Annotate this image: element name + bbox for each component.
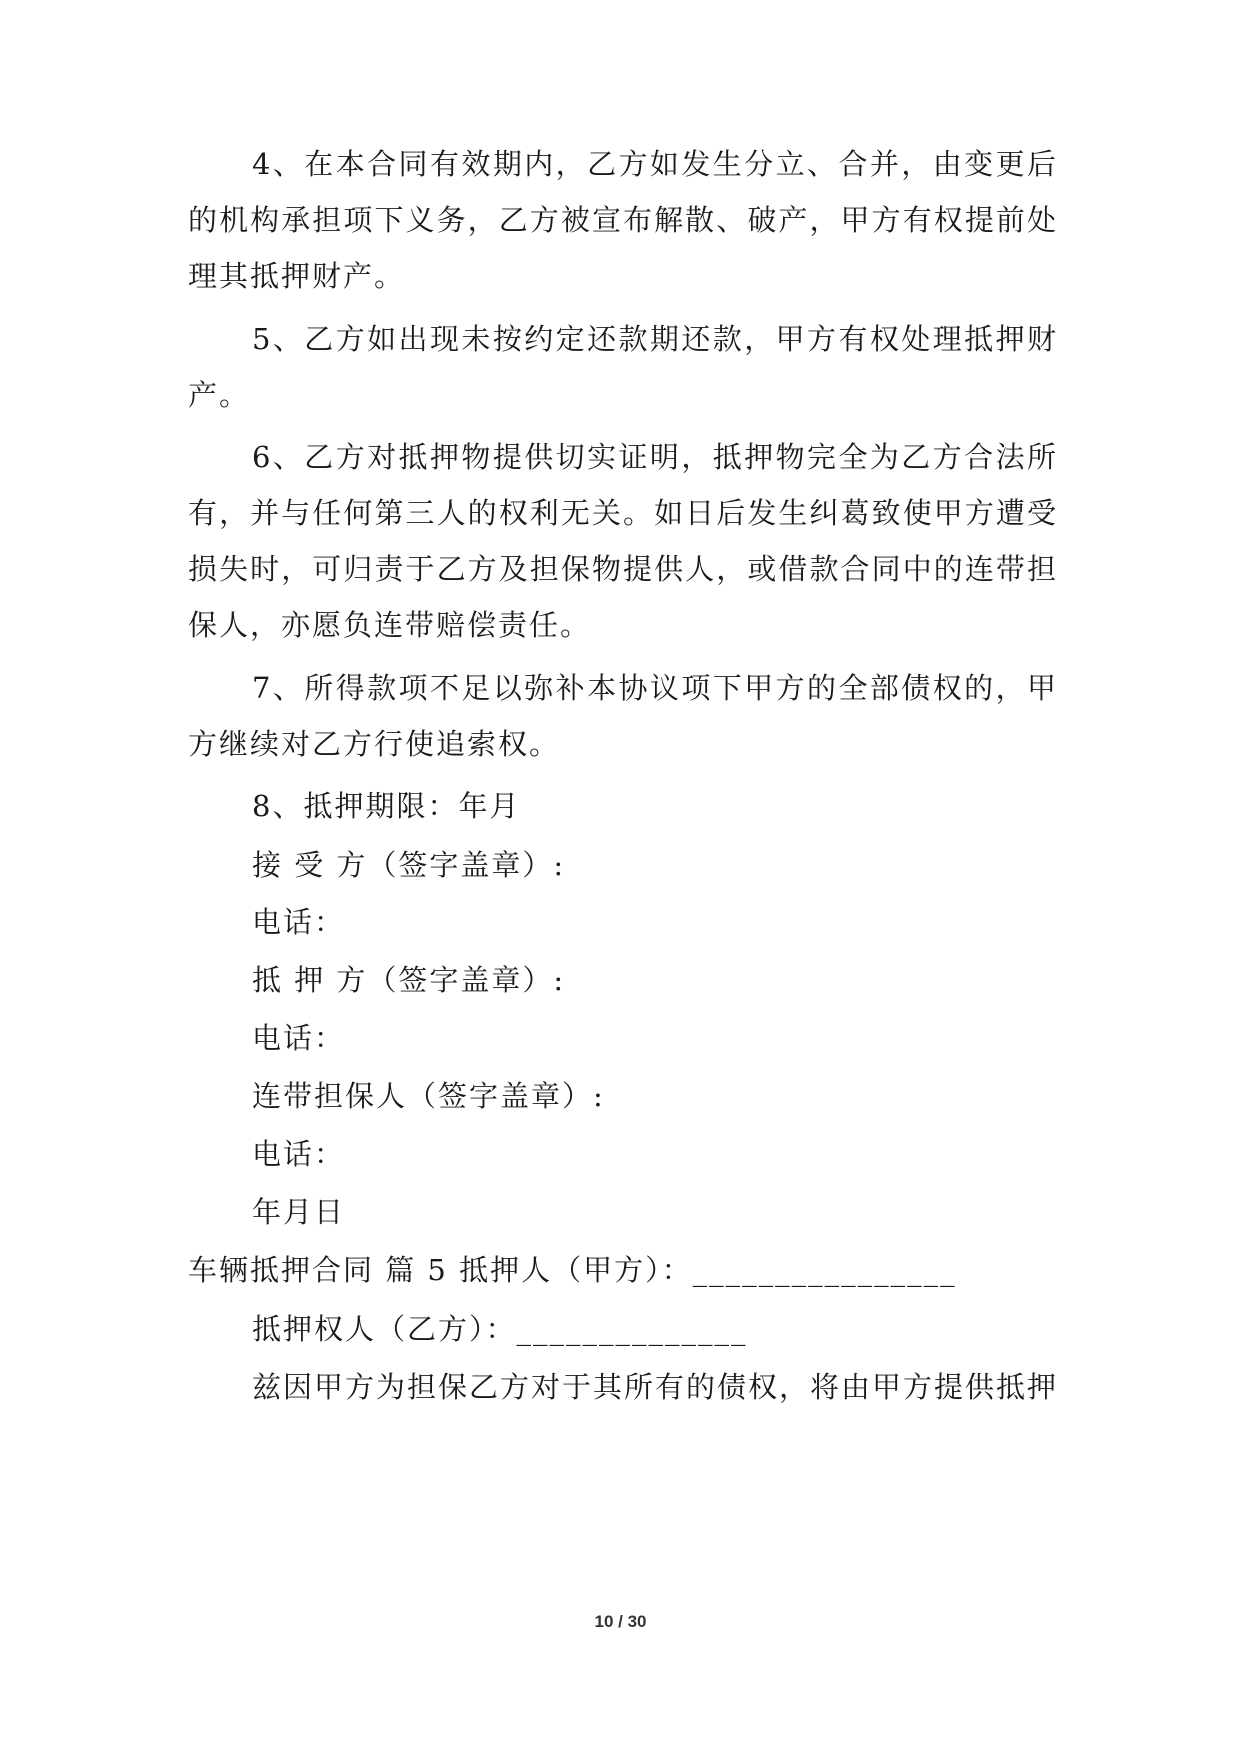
date-line: 年月日 (252, 1195, 346, 1229)
clause-7-line-1: 7、所得款项不足以弥补本协议项下甲方的全部债权的，甲 (252, 671, 1058, 705)
clause-7-line-2: 方继续对乙方行使追索权。 (188, 727, 561, 761)
clause-6-line-3: 损失时，可归责于乙方及担保物提供人，或借款合同中的连带担 (188, 552, 1058, 586)
mortgage-term-line: 8、抵押期限：年月 (252, 789, 521, 823)
clause-6-line-2: 有，并与任何第三人的权利无关。如日后发生纠葛致使甲方遭受 (188, 496, 1058, 530)
clause-4-line-2: 的机构承担项下义务，乙方被宣布解散、破产，甲方有权提前处 (188, 203, 1058, 237)
receiver-signature-line: 接 受 方（签字盖章）: (252, 848, 566, 882)
page-number: 10 / 30 (594, 1612, 647, 1631)
clause-6-line-1: 6、乙方对抵押物提供切实证明，抵押物完全为乙方合法所 (252, 440, 1058, 474)
contract-5-intro-line: 兹因甲方为担保乙方对于其所有的债权，将由甲方提供抵押 (252, 1370, 1058, 1404)
clause-4-line-3: 理其抵押财产。 (188, 259, 406, 293)
guarantor-phone-line: 电话： (252, 1137, 346, 1171)
receiver-phone-line: 电话： (252, 905, 346, 939)
mortgagor-signature-line: 抵 押 方（签字盖章）: (252, 963, 566, 997)
mortgagor-phone-line: 电话： (252, 1021, 346, 1055)
section-heading-contract-5: 车辆抵押合同 篇 5 抵押人（甲方）：________________ (188, 1253, 957, 1287)
mortgagee-line: 抵押权人（乙方）：______________ (252, 1312, 748, 1346)
guarantor-signature-line: 连带担保人（签字盖章）: (252, 1079, 605, 1113)
clause-6-line-4: 保人，亦愿负连带赔偿责任。 (188, 608, 592, 642)
clause-5-line-1: 5、乙方如出现未按约定还款期还款，甲方有权处理抵押财 (252, 322, 1058, 356)
clause-5-line-2: 产。 (188, 378, 251, 412)
clause-4-line-1: 4、在本合同有效期内，乙方如发生分立、合并，由变更后 (252, 147, 1058, 181)
